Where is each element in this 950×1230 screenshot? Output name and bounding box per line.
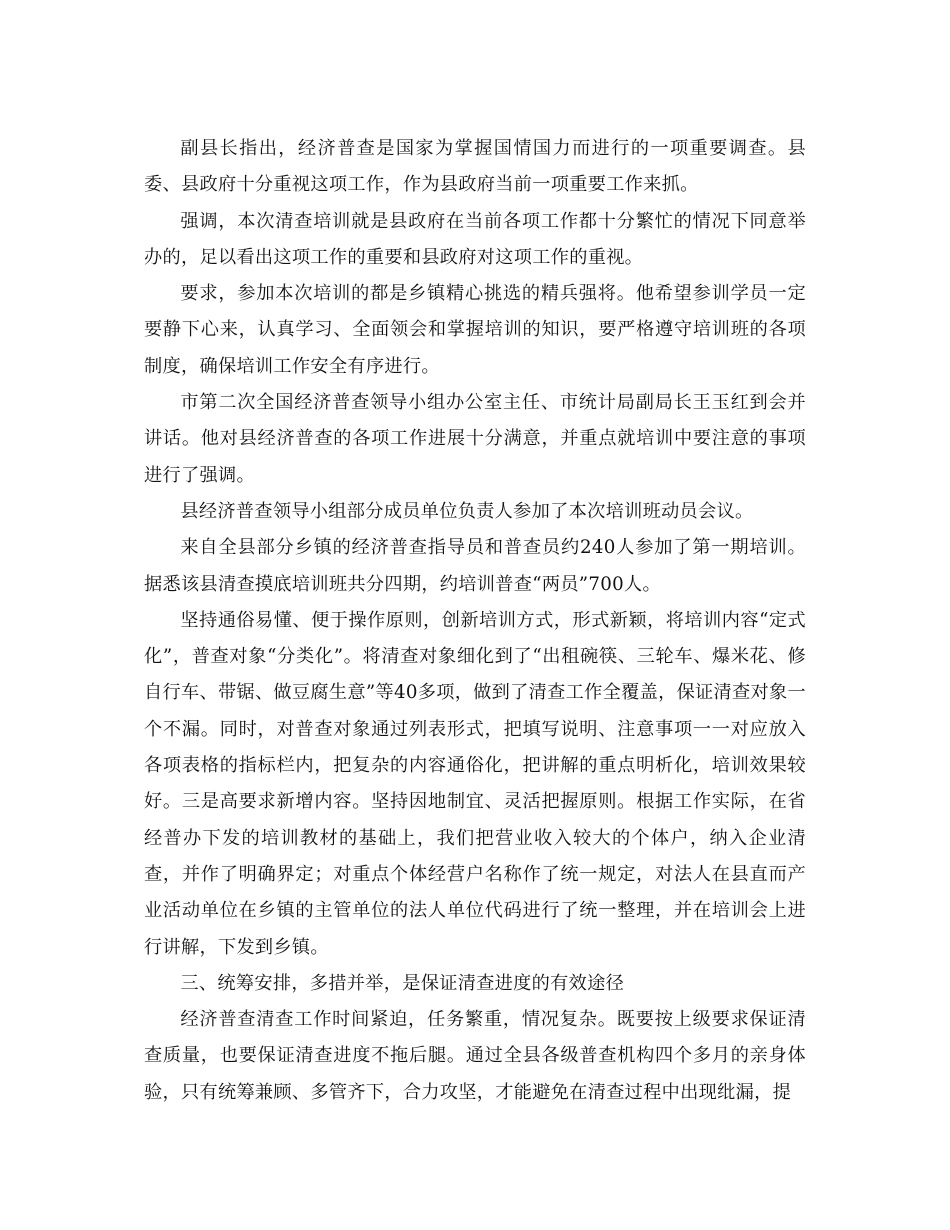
paragraph-2: 强调，本次清查培训就是县政府在当前各项工作都十分繁忙的情况下同意举办的，足以看出这项工作的重要和县政府对这项工作的重视。: [144, 210, 806, 268]
section-heading: 三、统筹安排，多措并举，是保证清查进度的有效途径: [180, 972, 625, 994]
paragraph-3: 要求，参加本次培训的都是乡镇精心挑选的精兵强将。他希望参训学员一定要静下心来，认真学习、全面领会和掌握培训的知识，要严格遵守培训班的各项制度，确保培训工作安全有序进行。: [144, 283, 806, 377]
paragraph-7: 坚持通俗易懂、便于操作原则，创新培训方式，形式新颖，将培训内容“定式化”，普查对象“分类化”。将清查对象细化到了“出租碗筷、三轮车、爆米花、修自行车、带锯、做豆腐生意”等40多项，做到了清查工作全覆盖，保证清查对象一个不漏。同时，对普查对象通过列表形式，把填写说明、注意事项一一对应放入各项表格的指标栏内，把复杂的内容通俗化，把讲解的重点明析化，培训效果较好。三是高要求新增内容。坚持因地制宜、灵活把握原则。根据工作实际，在省经普办下发的培训教材的基础上，我们把营业收入较大的个体户，纳入企业清查，并作了明确界定；对重点个体经营户名称作了统一规定，对法人在县直而产业活动单位在乡镇的主管单位的法人单位代码进行了统一整理，并在培训会上进行讲解，下发到乡镇。: [144, 609, 806, 958]
paragraph-1: 副县长指出，经济普查是国家为掌握国情国力而进行的一项重要调查。县委、县政府十分重视这项工作，作为县政府当前一项重要工作来抓。: [144, 138, 806, 196]
document-body: [144, 131, 806, 1111]
paragraph-4: 市第二次全国经济普查领导小组办公室主任、市统计局副局长王玉红到会并讲话。他对县经济普查的各项工作进展十分满意，并重点就培训中要注意的事项进行了强调。: [144, 392, 806, 486]
paragraph-8: 经济普查清查工作时间紧迫，任务繁重，情况复杂。既要按上级要求保证清查质量，也要保证清查进度不拖后腿。通过全县各级普查机构四个多月的亲身体验，只有统筹兼顾、多管齐下，合力攻坚，才能避免在清查过程中出现纰漏，提: [144, 1009, 806, 1103]
paragraph-5: 县经济普查领导小组部分成员单位负责人参加了本次培训班动员会议。: [180, 500, 754, 522]
paragraph-6: 来自全县部分乡镇的经济普查指导员和普查员约240人参加了第一期培训。据悉该县清查摸底培训班共分四期，约培训普查“两员”700人。: [144, 537, 806, 595]
